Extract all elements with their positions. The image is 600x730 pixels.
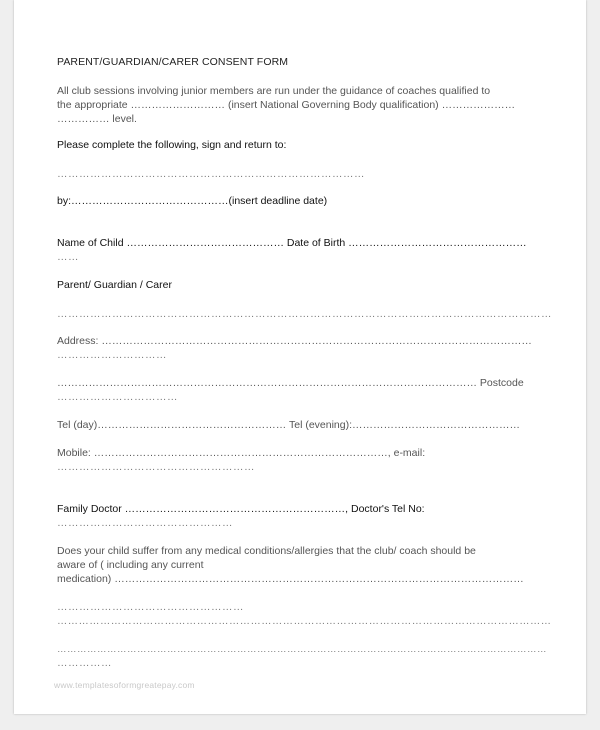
intro-text-line-1: All club sessions involving junior members are run under the guidance of coaches qualified to: [57, 85, 491, 97]
watermark-text: www.templatesoformgreatepay.com: [54, 680, 195, 690]
child-name-dob-field: Name of Child ……………………………………… Date of Birth ……………………………………………: [57, 237, 527, 249]
mobile-email-field: Mobile: …………………………………………………………………………, e-mail:: [57, 447, 426, 459]
doctor-tel-continuation: …………………………………………: [57, 517, 233, 529]
medical-answer-line-1: ……………………………………………: [57, 601, 244, 613]
medical-question-line-1: Does your child suffer from any medical conditions/allergies that the club/ coach should be: [57, 545, 476, 557]
medical-question-line-3: medication) ………………………………………………………………………………………………………: [57, 573, 524, 585]
postcode-continuation: ……………………………: [57, 391, 178, 403]
parent-name-field: ………………………………………………………………………………………………………………………: [57, 308, 552, 320]
return-address-field: …………………………………………………………………………: [57, 168, 365, 180]
parent-guardian-heading: Parent/ Guardian / Carer: [57, 279, 172, 291]
return-instruction: Please complete the following, sign and return to:: [57, 139, 287, 151]
deadline-field: by:………………………………………(insert deadline date): [57, 195, 328, 207]
family-doctor-field: Family Doctor ………………………………………………………, Doctor's Tel No:: [57, 503, 425, 515]
medical-answer-line-2: …………………………………………………………………………………………………………………………: [57, 616, 552, 627]
postcode-field: ………………………………………………………………………………………………………… Postcode: [57, 377, 524, 389]
child-dob-continuation: ……: [57, 251, 79, 263]
telephone-field: Tel (day)……………………………………………… Tel (evening):…………………………………………: [57, 419, 521, 431]
form-title: PARENT/GUARDIAN/CARER CONSENT FORM: [57, 56, 289, 68]
address-field: Address: ……………………………………………………………………………………………………………: [57, 335, 532, 347]
medical-answer-line-3: …………………………………………………………………………………………………………………………………: [57, 644, 547, 655]
medical-answer-line-4: ……………: [57, 657, 112, 669]
intro-text-line-3: …………… level.: [57, 113, 137, 125]
form-page: [14, 0, 586, 714]
intro-text-line-2: the appropriate ……………………… (insert National Governing Body qualification) …………………: [57, 99, 516, 111]
medical-question-line-2: aware of ( including any current: [57, 559, 204, 571]
address-continuation: …………………………: [57, 349, 167, 361]
email-continuation: ………………………………………………: [57, 461, 255, 473]
